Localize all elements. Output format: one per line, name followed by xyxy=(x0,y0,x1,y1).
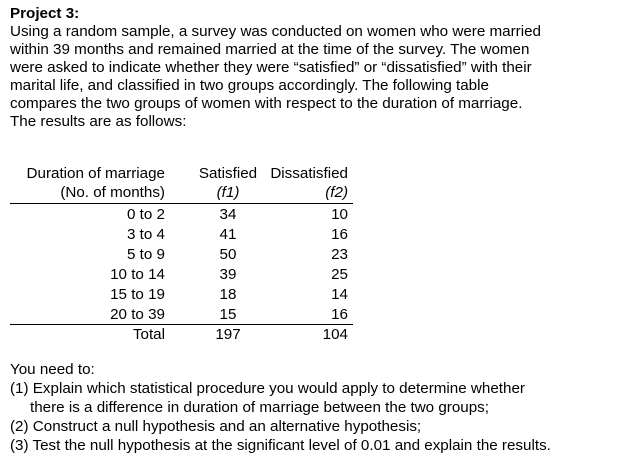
project-title: Project 3: xyxy=(10,5,80,22)
total-dissatisfied: 104 xyxy=(322,326,348,343)
row-duration: 0 to 2 xyxy=(127,206,165,223)
row-dissatisfied: 16 xyxy=(331,226,348,243)
intro-paragraph xyxy=(10,23,615,132)
total-label: Total xyxy=(132,326,165,343)
intro-line: marital life, and classified in two groups accordingly. The following table xyxy=(10,77,489,95)
row-satisfied: 50 xyxy=(219,246,237,263)
row-satisfied: 34 xyxy=(219,206,237,223)
duration-table xyxy=(0,164,625,344)
row-duration: 20 to 39 xyxy=(110,306,165,323)
intro-line: within 39 months and remained married at the time of the survey. The women xyxy=(10,41,530,59)
intro-line: The results are as follows: xyxy=(10,113,187,131)
task-item-1: (1) Explain which statistical procedure you would apply to determine whether xyxy=(10,380,525,397)
row-duration: 3 to 4 xyxy=(127,226,165,243)
row-dissatisfied: 10 xyxy=(331,206,348,223)
intro-line: Using a random sample, a survey was conducted on women who were married xyxy=(10,23,541,40)
header-f2: (f2) xyxy=(325,184,348,201)
header-duration-unit: (No. of months) xyxy=(60,184,165,201)
task-item-1-continuation: there is a difference in duration of marriage between the two groups; xyxy=(30,399,489,416)
task-heading: You need to: xyxy=(10,361,95,378)
row-dissatisfied: 14 xyxy=(331,286,348,303)
row-satisfied: 18 xyxy=(219,286,237,303)
row-satisfied: 41 xyxy=(219,226,237,243)
header-dissatisfied: Dissatisfied xyxy=(270,165,348,182)
intro-line: were asked to indicate whether they were “satisfied” or “dissatisfied” with their xyxy=(10,59,532,77)
row-duration: 10 to 14 xyxy=(110,266,165,283)
row-dissatisfied: 16 xyxy=(331,306,348,323)
row-dissatisfied: 25 xyxy=(331,266,348,283)
task-item-2: (2) Construct a null hypothesis and an alternative hypothesis; xyxy=(10,418,422,435)
header-f1: (f1) xyxy=(216,184,240,201)
header-rule xyxy=(10,203,353,204)
total-satisfied: 197 xyxy=(215,326,241,343)
header-satisfied: Satisfied xyxy=(198,165,258,182)
task-item-3: (3) Test the null hypothesis at the significant level of 0.01 and explain the results. xyxy=(10,437,551,454)
row-duration: 5 to 9 xyxy=(127,246,165,263)
row-dissatisfied: 23 xyxy=(331,246,348,263)
row-duration: 15 to 19 xyxy=(110,286,165,303)
intro-line: compares the two groups of women with respect to the duration of marriage. xyxy=(10,95,523,113)
row-satisfied: 15 xyxy=(219,306,237,323)
header-duration: Duration of marriage xyxy=(26,165,165,182)
row-satisfied: 39 xyxy=(219,266,237,283)
total-rule xyxy=(10,324,353,325)
task-list xyxy=(10,360,615,455)
